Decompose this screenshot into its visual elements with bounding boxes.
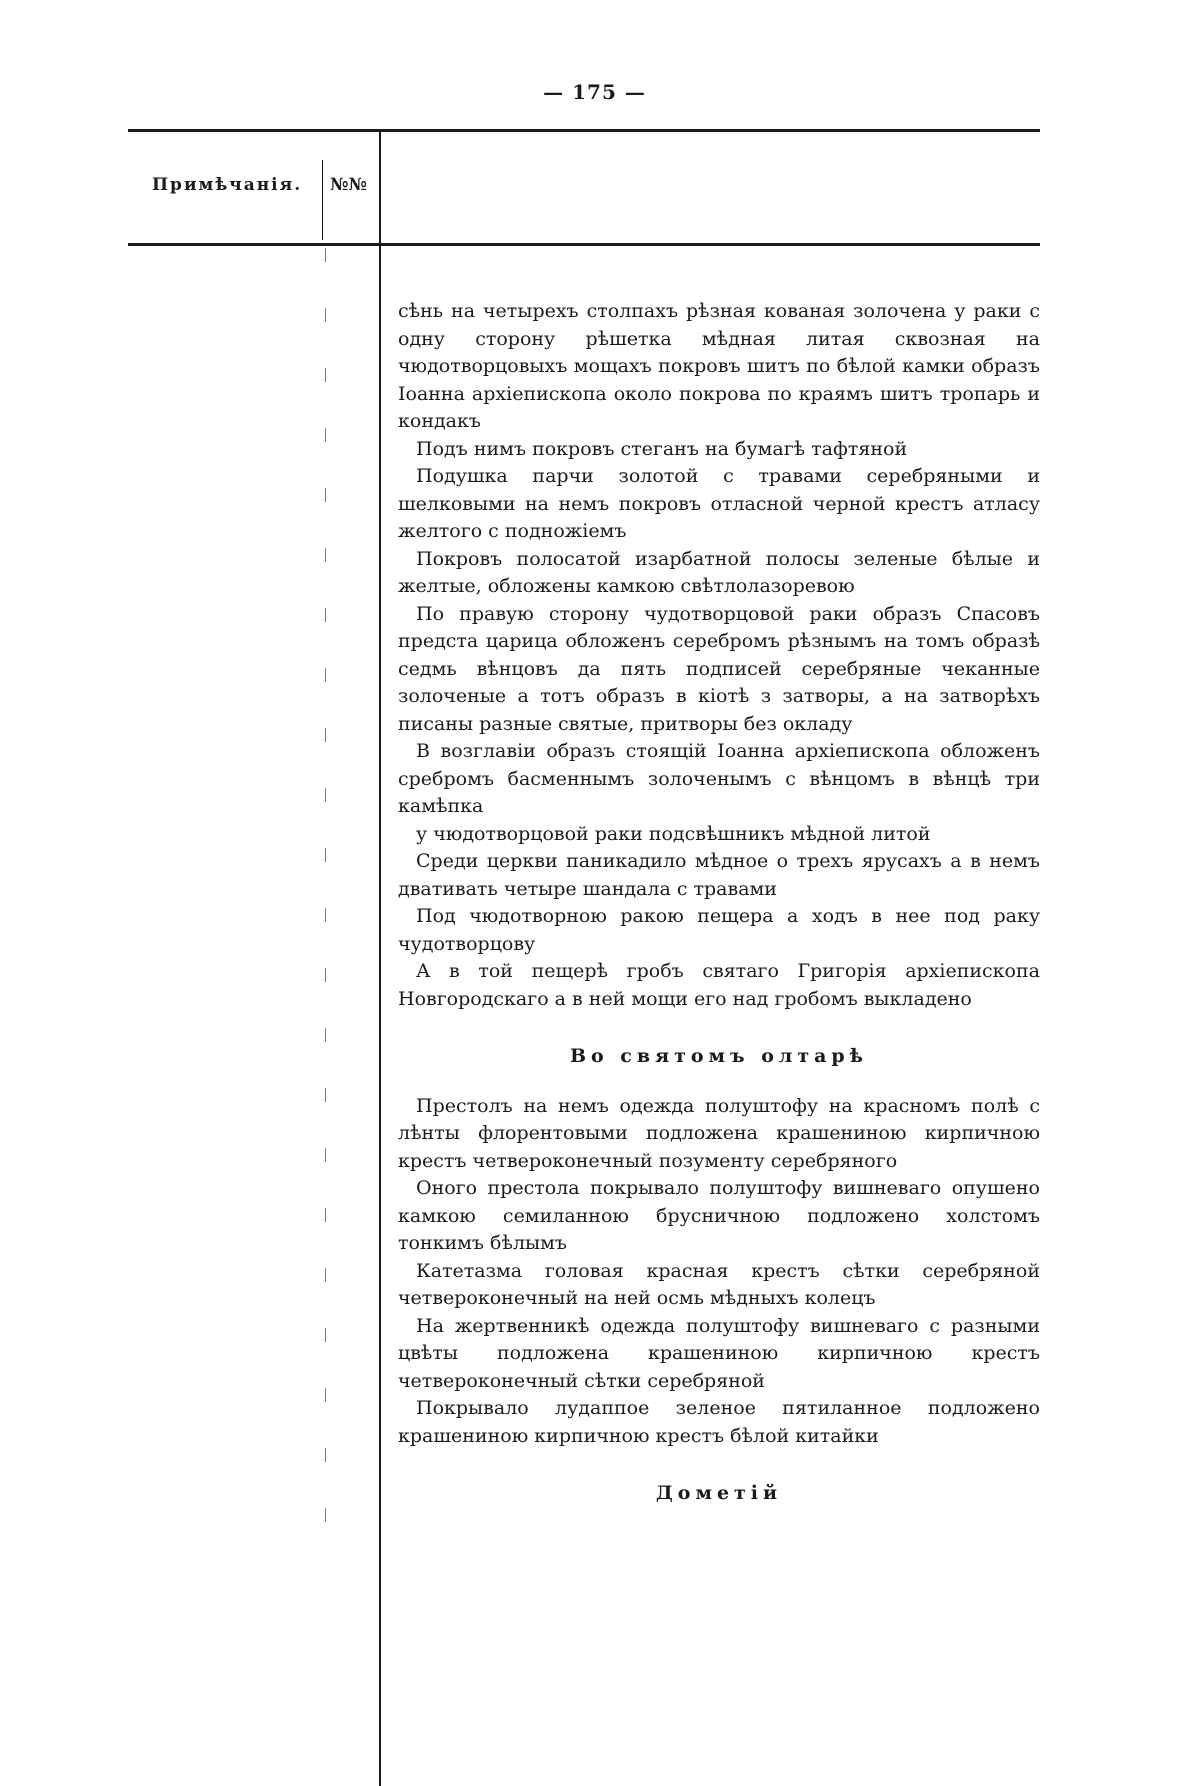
paragraph: Престолъ на немъ одежда полуштофу на красномъ полѣ с лѣнты флорентовыми подложена крашениною кирпичною крестъ четвероконечный позументу серебряного [398,1094,1040,1172]
page-number: — 175 — [543,80,646,104]
header-bottom-rule [128,243,1040,246]
paragraph: Покрывало лудаппое зеленое пятиланное подложено крашениною кирпичною крестъ бѣлой китайки [398,1397,1040,1447]
paragraph: Подъ нимъ покровъ стеганъ на бумагѣ тафтяной [416,437,908,460]
section-heading-dometiy: Дометій [655,1482,783,1504]
paragraph: По правую сторону чудотворцовой раки образъ Спасовъ предста царица обложенъ серебромъ рѣзнымъ на томъ образѣ седмь вѣнцовъ да пять подписей серебряные чеканные золоченые а тотъ образъ в кіотѣ з затворы, а на затворѣхъ писаны разные святые, притворы без окладу [398,602,1040,735]
paragraph: сѣнь на четырехъ столпахъ рѣзная кованая золочена у раки с одну сторону рѣшетка мѣдная литая сквозная на чюдотворцовыхъ мощахъ покровъ шитъ по бѣлой камки образъ Іоанна архіепископа около покрова по краямъ шитъ тропарь и кондакъ [398,300,1040,432]
paragraph: у чюдотворцовой раки подсвѣшникъ мѣдной литой [416,822,931,845]
paragraph: На жертвенникѣ одежда полуштофу вишневаго с разными цвѣты подложена крашениною кирпичною крестъ четвероконечный сѣтки серебряной [398,1314,1040,1392]
paragraph: Катетазма головая красная крестъ сѣтки серебряной четвероконечный на ней осмь мѣдныхъ колецъ [398,1259,1040,1309]
paragraph: Среди церкви паникадило мѣдное о трехъ ярусахъ а в немъ двативать четыре шандала с травами [398,850,1040,900]
header-column-divider-right [379,132,381,243]
paragraph: Оного престола покрывало полуштофу вишневаго опушено камкою семиланною брусничною подложено холстомъ тонкимъ бѣлымъ [398,1177,1040,1254]
paragraph: Покровъ полосатой изарбатной полосы зеленые бѣлые и желтые, обложены камкою свѣтлолазоревою [398,547,1040,597]
paragraph: В возглавіи образъ стоящій Іоанна архіепископа обложенъ сребромъ басменнымъ золоченымъ с вѣнцомъ в вѣнцѣ три камѣпка [398,740,1040,817]
header-column-divider-left [322,160,323,240]
body-column-divider-right [379,246,381,1786]
notes-column-header: Примѣчанія. [152,175,303,195]
body-column-divider-left [325,248,326,1548]
header-top-rule [128,129,1040,132]
paragraph: А в той пещерѣ гробъ святаго Григорія архіепископа Новгородскаго а в ней мощи его над гробомъ выкладено [398,960,1040,1010]
paragraph: Под чюдотворною ракою пещера а ходъ в нее под раку чудотворцову [398,905,1040,955]
paragraph: Подушка парчи золотой с травами серебряными и шелковыми на немъ покровъ отласной черной крестъ атласу желтого с подножіемъ [398,465,1040,542]
number-column-header: №№ [330,175,367,195]
section-heading-altar: Во святомъ олтарѣ [569,1045,869,1067]
main-text-column [398,298,1040,1530]
